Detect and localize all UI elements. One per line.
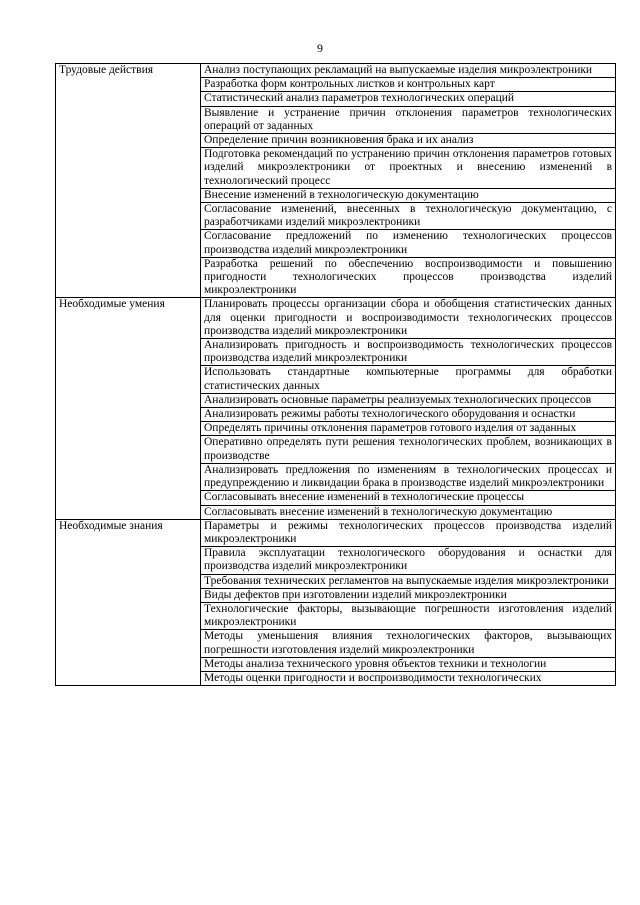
list-item: Анализировать основные параметры реализуемых технологических процессов	[201, 393, 616, 407]
section-label-required-skills: Необходимые умения	[56, 298, 201, 519]
table-row	[56, 519, 616, 546]
list-item: Согласовывать внесение изменений в технологическую документацию	[201, 505, 616, 519]
list-item: Требования технических регламентов на выпускаемые изделия микроэлектроники	[201, 574, 616, 588]
table-row	[56, 298, 616, 339]
list-item: Согласование предложений по изменению технологических процессов производства изделий микроэлектроники	[201, 230, 616, 257]
labor-functions-table	[55, 63, 616, 686]
list-item: Виды дефектов при изготовлении изделий микроэлектроники	[201, 588, 616, 602]
list-item: Внесение изменений в технологическую документацию	[201, 188, 616, 202]
list-item: Согласовывать внесение изменений в технологические процессы	[201, 491, 616, 505]
list-item: Статистический анализ параметров технологических операций	[201, 92, 616, 106]
list-item: Методы оценки пригодности и воспроизводимости технологических	[201, 671, 616, 685]
list-item: Определение причин возникновения брака и их анализ	[201, 134, 616, 148]
list-item: Параметры и режимы технологических процессов производства изделий микроэлектроники	[201, 519, 616, 546]
list-item: Согласование изменений, внесенных в технологическую документацию, с разработчиками изделий микроэлектроники	[201, 203, 616, 230]
section-label-labor-actions: Трудовые действия	[56, 64, 201, 298]
list-item: Анализировать предложения по изменениям в технологических процессах и предупреждению и ликвидации брака в производстве изделий микроэлектроники	[201, 463, 616, 490]
page-number: 9	[317, 41, 323, 55]
list-item: Методы уменьшения влияния технологических факторов, вызывающих погрешности изготовления изделий микроэлектроники	[201, 630, 616, 657]
list-item: Методы анализа технического уровня объектов техники и технологии	[201, 657, 616, 671]
list-item: Оперативно определять пути решения технологических проблем, возникающих в производстве	[201, 436, 616, 463]
list-item: Планировать процессы организации сбора и обобщения статистических данных для оценки пригодности и воспроизводимости технологических процессов производства изделий микроэлектроники	[201, 298, 616, 339]
list-item: Анализ поступающих рекламаций на выпускаемые изделия микроэлектроники	[201, 64, 616, 78]
section-label-required-knowledge: Необходимые знания	[56, 519, 201, 685]
list-item: Использовать стандартные компьютерные программы для обработки статистических данных	[201, 366, 616, 393]
list-item: Определять причины отклонения параметров готового изделия от заданных	[201, 422, 616, 436]
list-item: Анализировать пригодность и воспроизводимость технологических процессов производства изделий микроэлектроники	[201, 339, 616, 366]
list-item: Анализировать режимы работы технологического оборудования и оснастки	[201, 408, 616, 422]
list-item: Выявление и устранение причин отклонения параметров технологических операций от заданных	[201, 106, 616, 133]
table-row	[56, 64, 616, 78]
list-item: Разработка форм контрольных листков и контрольных карт	[201, 78, 616, 92]
list-item: Правила эксплуатации технологического оборудования и оснастки для производства изделий микроэлектроники	[201, 547, 616, 574]
list-item: Разработка решений по обеспечению воспроизводимости и повышению пригодности технологических процессов производства изделий микроэлектроники	[201, 257, 616, 298]
list-item: Подготовка рекомендаций по устранению причин отклонения параметров готовых изделий микроэлектроники от проектных и внесению изменений в технологический процесс	[201, 148, 616, 189]
list-item: Технологические факторы, вызывающие погрешности изготовления изделий микроэлектроники	[201, 602, 616, 629]
